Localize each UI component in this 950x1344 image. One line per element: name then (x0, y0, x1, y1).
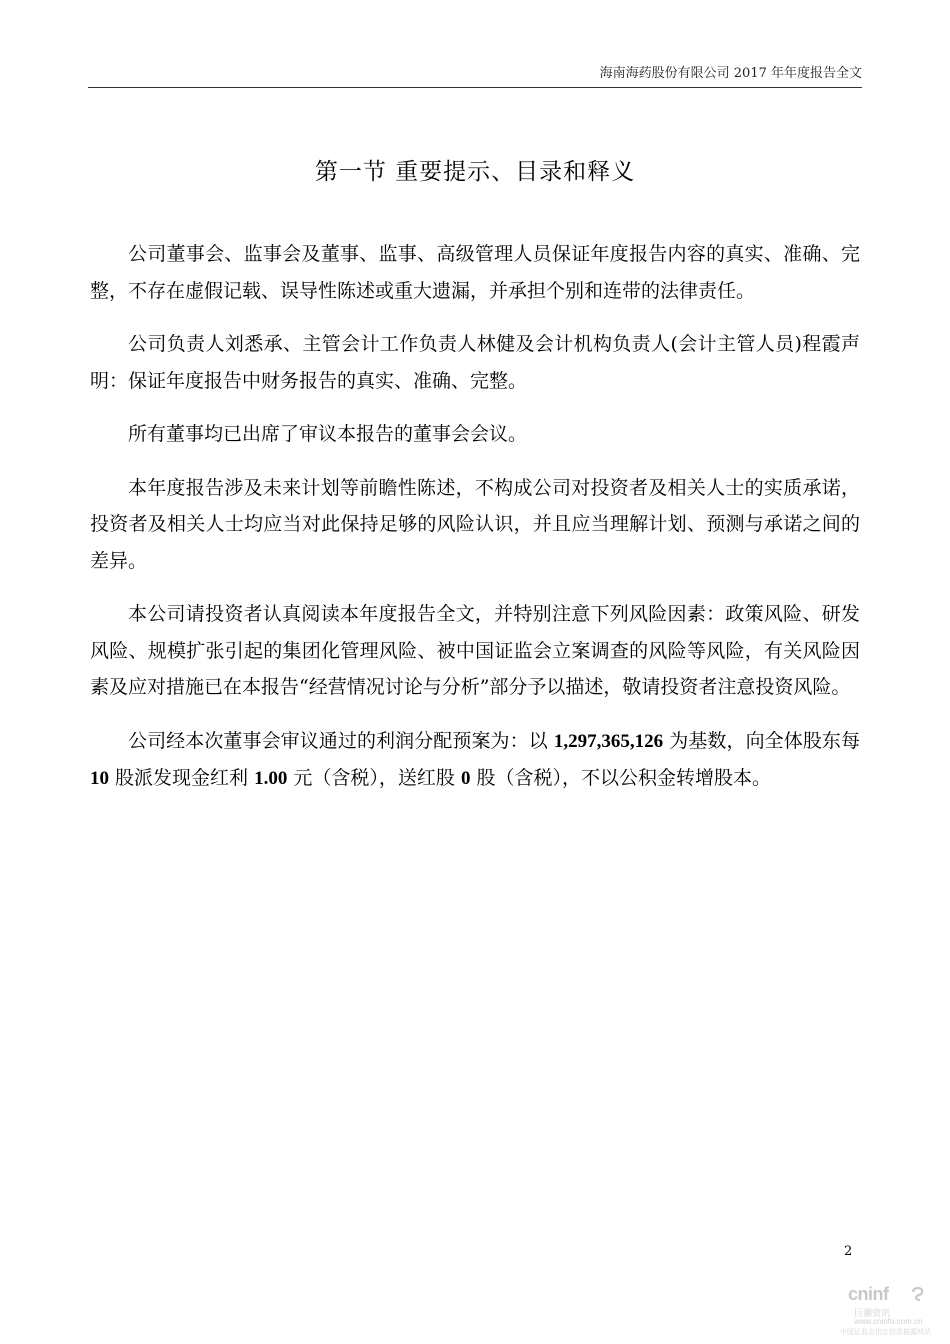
base-shares-value: 1,297,365,126 (553, 730, 664, 752)
watermark-cn-name: 巨潮资讯 (854, 1308, 891, 1318)
watermark-url: www.cninfo.com.cn (854, 1317, 923, 1326)
paragraph-forward-looking: 本年度报告涉及未来计划等前瞻性陈述，不构成公司对投资者及相关人士的实质承诺，投资者及相关人士均应当对此保持足够的风险认识，并且应当理解计划、预测与承诺之间的差异。 (90, 476, 860, 572)
profit-text-4: 元（含税），送红股 (287, 767, 461, 789)
paragraph-responsible-persons: 公司负责人刘悉承、主管会计工作负责人林健及会计机构负责人(会计主管人员)程霞声明：保证年度报告中财务报告的真实、准确、完整。 (90, 333, 860, 392)
header-divider (88, 87, 862, 88)
profit-text-2: 为基数，向全体股东每 (663, 729, 861, 752)
paragraph-risk-factors: 本公司请投资者认真阅读本年度报告全文，并特别注意下列风险因素：政策风险、研发风险、规模扩张引起的集团化管理风险、被中国证监会立案调查的风险等风险，有关风险因素及应对措施已在本报告“经营情况讨论与分析”部分予以描述，敬请投资者注意投资风险。 (90, 603, 860, 698)
watermark-brand: cninf (848, 1284, 889, 1304)
cninfo-watermark-logo (838, 1284, 938, 1340)
section-title: 第一节 重要提示、目录和释义 (314, 159, 636, 185)
swirl-icon (910, 1286, 926, 1302)
per-shares-value: 10 (90, 768, 109, 789)
watermark-org: 中国证监会指定信息披露网站 (840, 1329, 931, 1336)
running-header: 海南海药股份有限公司 2017 年年度报告全文 (599, 66, 862, 81)
profit-text-5: 股（含税），不以公积金转增股本。 (470, 767, 771, 789)
paragraph-directors-attendance: 所有董事均已出席了审议本报告的董事会会议。 (128, 423, 528, 445)
paragraph-profit-distribution (90, 723, 860, 798)
document-body (90, 236, 860, 815)
profit-text-3: 股派发现金红利 (109, 767, 255, 789)
profit-text-1: 公司经本次董事会审议通过的利润分配预案为：以 (128, 729, 554, 752)
cash-dividend-value: 1.00 (254, 768, 288, 789)
bonus-shares-value: 0 (460, 768, 471, 789)
paragraph-board-guarantee: 公司董事会、监事会及董事、监事、高级管理人员保证年度报告内容的真实、准确、完整，不存在虚假记载、误导性陈述或重大遗漏，并承担个别和连带的法律责任。 (90, 243, 860, 302)
page-number: 2 (844, 1244, 853, 1259)
